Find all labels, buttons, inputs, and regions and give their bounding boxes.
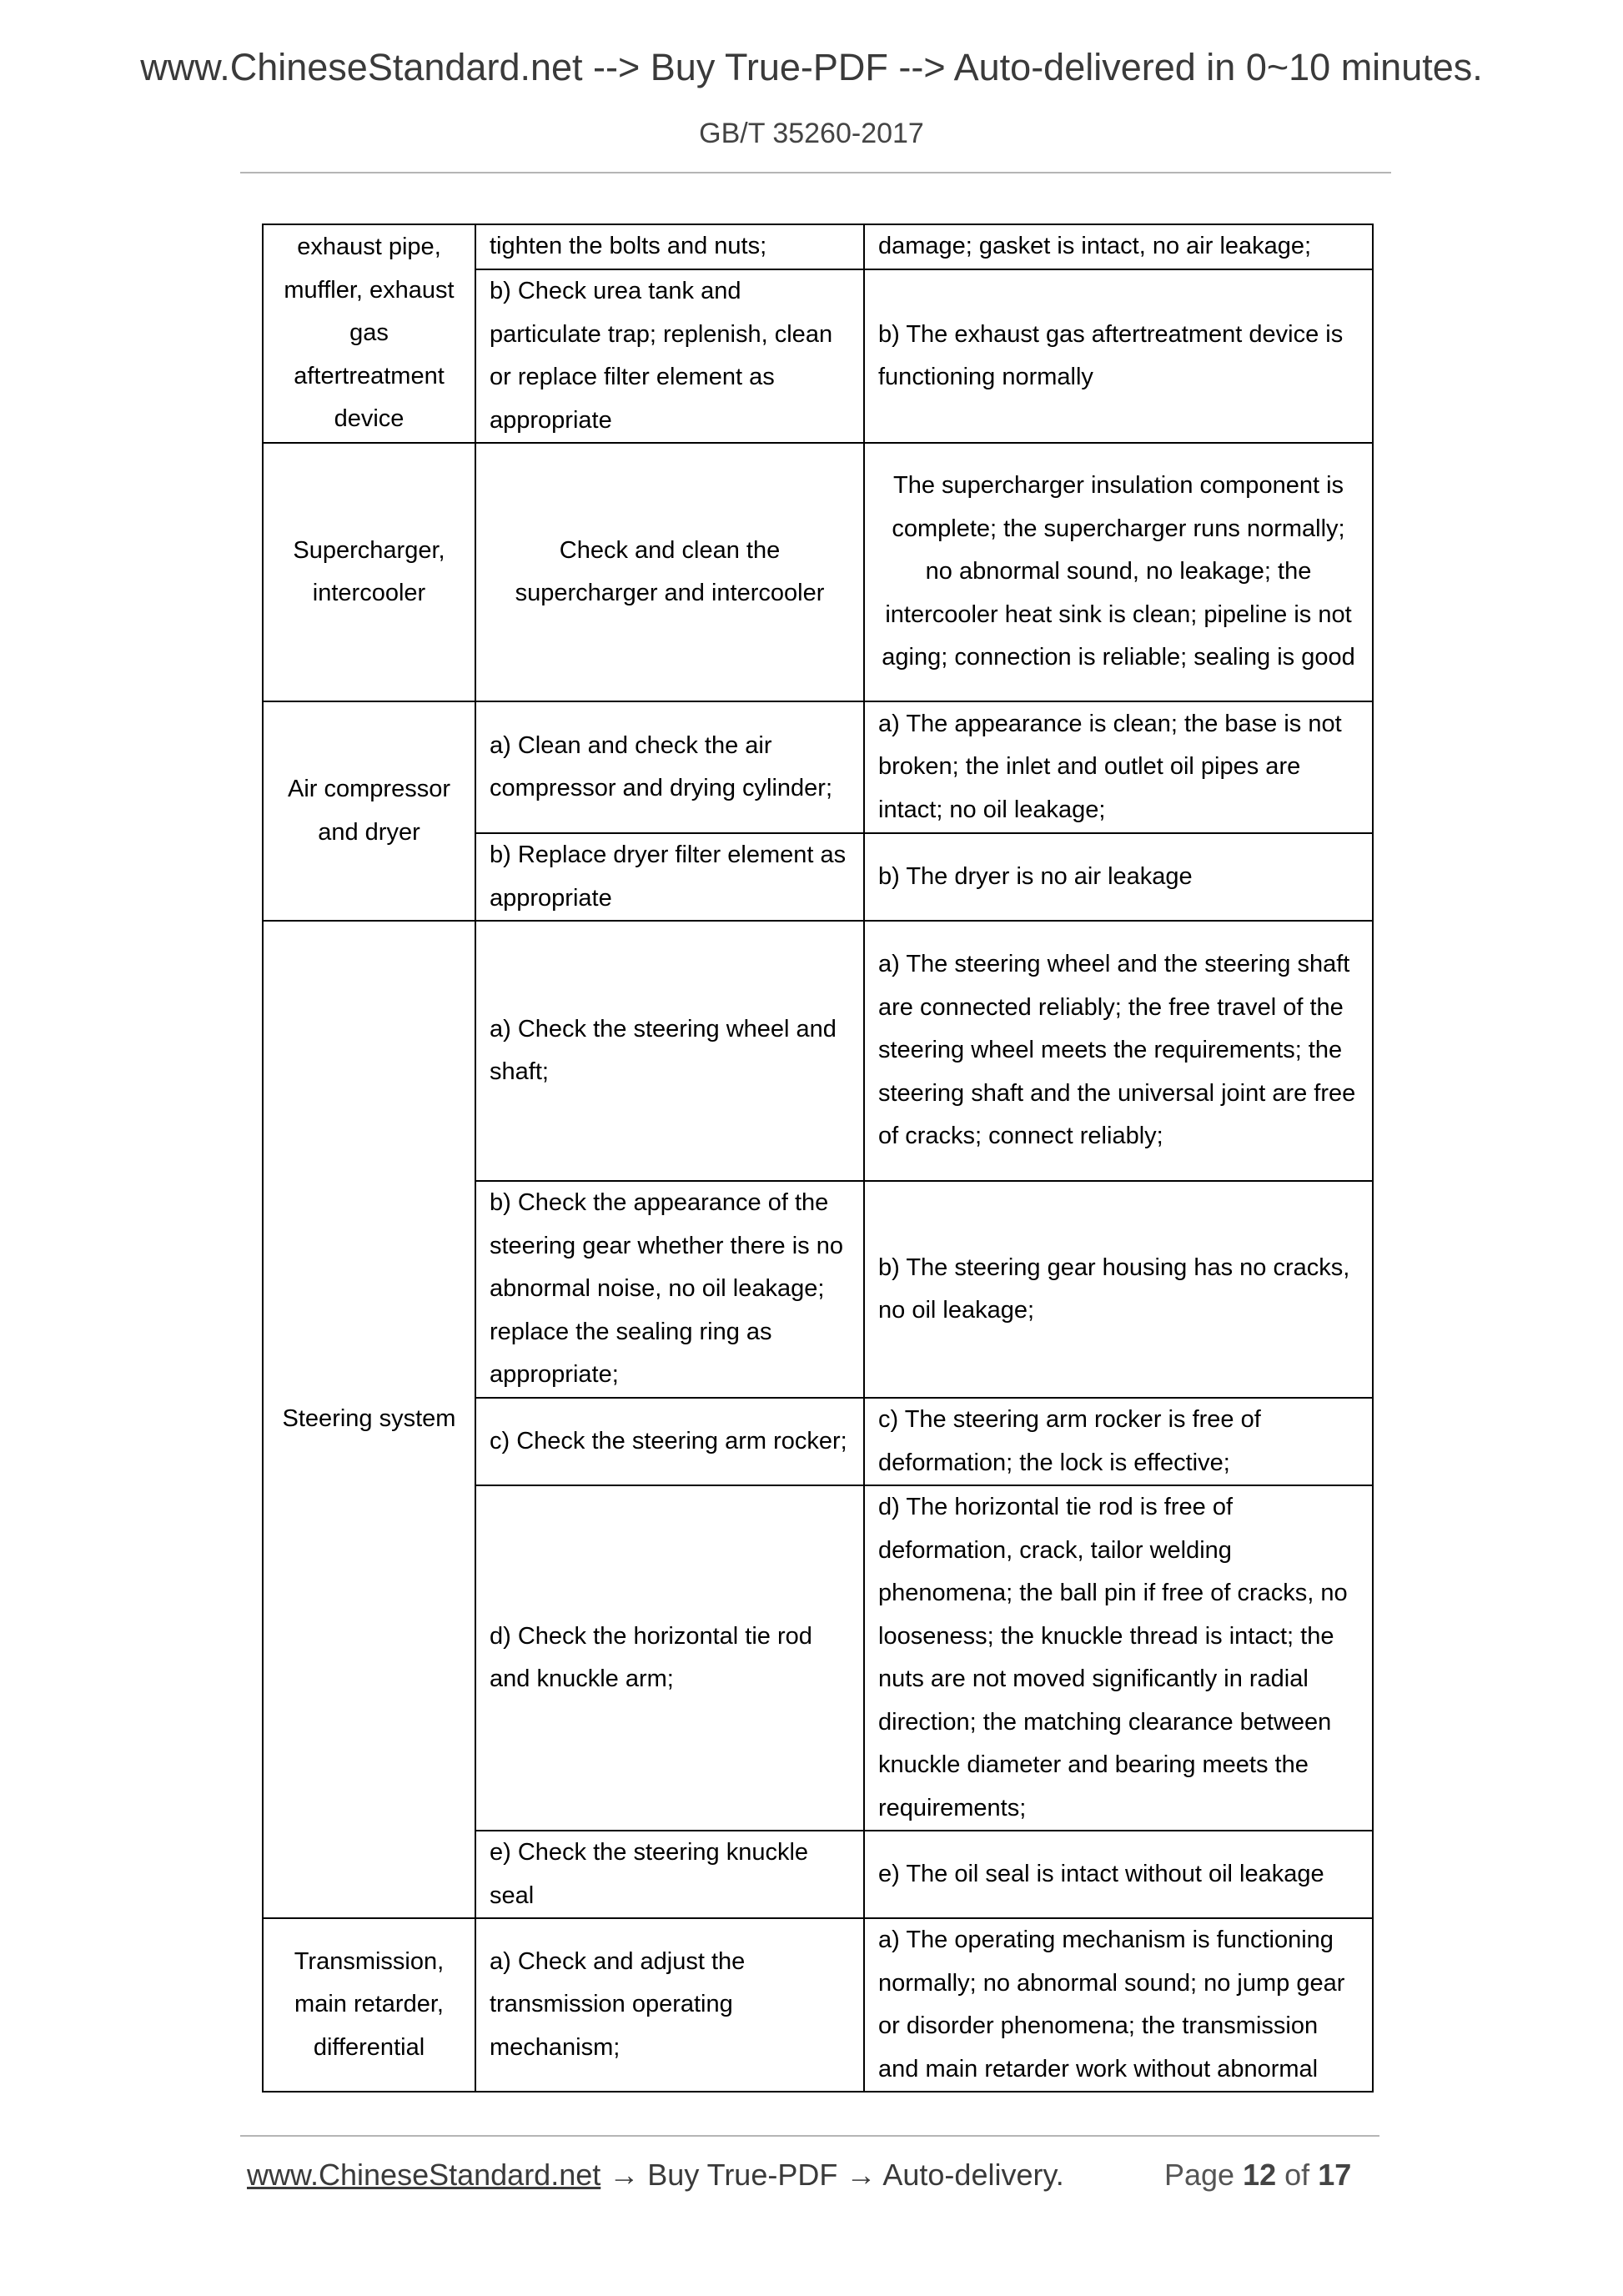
content-cell: b) Replace dryer filter element as appropriate bbox=[475, 833, 864, 921]
table-row bbox=[263, 224, 1373, 269]
item-supercharger: Supercharger, intercooler bbox=[263, 443, 475, 701]
site-banner: www.ChineseStandard.net --> Buy True-PDF --> Auto-delivered in 0~10 minutes. bbox=[140, 46, 1483, 88]
item-steering: Steering system bbox=[263, 921, 475, 1918]
content-cell: b) Check urea tank and particulate trap; replenish, clean or replace filter element as appropriate bbox=[475, 269, 864, 443]
table-row bbox=[263, 443, 1373, 701]
table-row bbox=[263, 921, 1373, 1181]
page-number: 12 bbox=[1243, 2158, 1277, 2192]
requirement-cell: b) The exhaust gas aftertreatment device is functioning normally bbox=[864, 269, 1373, 443]
content-cell: b) Check the appearance of the steering gear whether there is no abnormal noise, no oil leakage; replace the sealing ring as appropriate; bbox=[475, 1181, 864, 1398]
content-cell: Check and clean the supercharger and intercooler bbox=[475, 443, 864, 701]
header-divider bbox=[240, 172, 1391, 173]
requirement-cell: a) The operating mechanism is functioning normally; no abnormal sound; no jump gear or disorder phenomena; the transmission and main retarder work without abnormal bbox=[864, 1918, 1373, 2092]
table-row bbox=[263, 701, 1373, 833]
item-exhaust: exhaust pipe, muffler, exhaust gas aftertreatment device bbox=[263, 224, 475, 443]
content-cell: e) Check the steering knuckle seal bbox=[475, 1831, 864, 1918]
footer-delivery-text: Auto-delivery. bbox=[882, 2158, 1064, 2192]
document-code: GB/T 35260-2017 bbox=[699, 118, 924, 149]
item-air-compressor: Air compressor and dryer bbox=[263, 701, 475, 921]
footer-promo bbox=[247, 2157, 1064, 2193]
of-label: of bbox=[1284, 2158, 1310, 2192]
page-total: 17 bbox=[1318, 2158, 1352, 2192]
requirement-cell: a) The steering wheel and the steering shaft are connected reliably; the free travel of the steering wheel meets the requirements; the steering shaft and the universal joint are free of cracks; connect reliably; bbox=[864, 921, 1373, 1181]
requirement-cell: The supercharger insulation component is complete; the supercharger runs normally; no abnormal sound, no leakage; the intercooler heat sink is clean; pipeline is not aging; connection is reliable; sealing is good bbox=[864, 443, 1373, 701]
requirement-cell: d) The horizontal tie rod is free of deformation, crack, tailor welding phenomena; the ball pin if free of cracks, no looseness; the knuckle thread is intact; the nuts are not moved significantly in radial direction; the matching clearance between knuckle diameter and bearing meets the requirements; bbox=[864, 1485, 1373, 1831]
footer-buy-text: Buy True-PDF bbox=[647, 2158, 838, 2192]
maintenance-table bbox=[262, 224, 1374, 2093]
arrow-right-icon: → bbox=[846, 2158, 877, 2192]
requirement-cell: b) The dryer is no air leakage bbox=[864, 833, 1373, 921]
content-cell: tighten the bolts and nuts; bbox=[475, 224, 864, 269]
arrow-right-icon: → bbox=[609, 2158, 640, 2192]
content-cell: a) Clean and check the air compressor and drying cylinder; bbox=[475, 701, 864, 833]
requirement-cell: a) The appearance is clean; the base is not broken; the inlet and outlet oil pipes are intact; no oil leakage; bbox=[864, 701, 1373, 833]
page-indicator bbox=[1164, 2157, 1351, 2193]
requirement-cell: c) The steering arm rocker is free of deformation; the lock is effective; bbox=[864, 1398, 1373, 1485]
page-label: Page bbox=[1164, 2158, 1235, 2192]
content-cell: a) Check and adjust the transmission operating mechanism; bbox=[475, 1918, 864, 2092]
requirement-cell: b) The steering gear housing has no cracks, no oil leakage; bbox=[864, 1181, 1373, 1398]
table-row bbox=[263, 1918, 1373, 2092]
requirement-cell: damage; gasket is intact, no air leakage; bbox=[864, 224, 1373, 269]
item-transmission: Transmission, main retarder, differential bbox=[263, 1918, 475, 2092]
content-cell: a) Check the steering wheel and shaft; bbox=[475, 921, 864, 1181]
footer-site-link[interactable]: www.ChineseStandard.net bbox=[247, 2158, 601, 2192]
content-cell: d) Check the horizontal tie rod and knuckle arm; bbox=[475, 1485, 864, 1831]
footer-divider bbox=[240, 2135, 1379, 2137]
requirement-cell: e) The oil seal is intact without oil leakage bbox=[864, 1831, 1373, 1918]
content-cell: c) Check the steering arm rocker; bbox=[475, 1398, 864, 1485]
